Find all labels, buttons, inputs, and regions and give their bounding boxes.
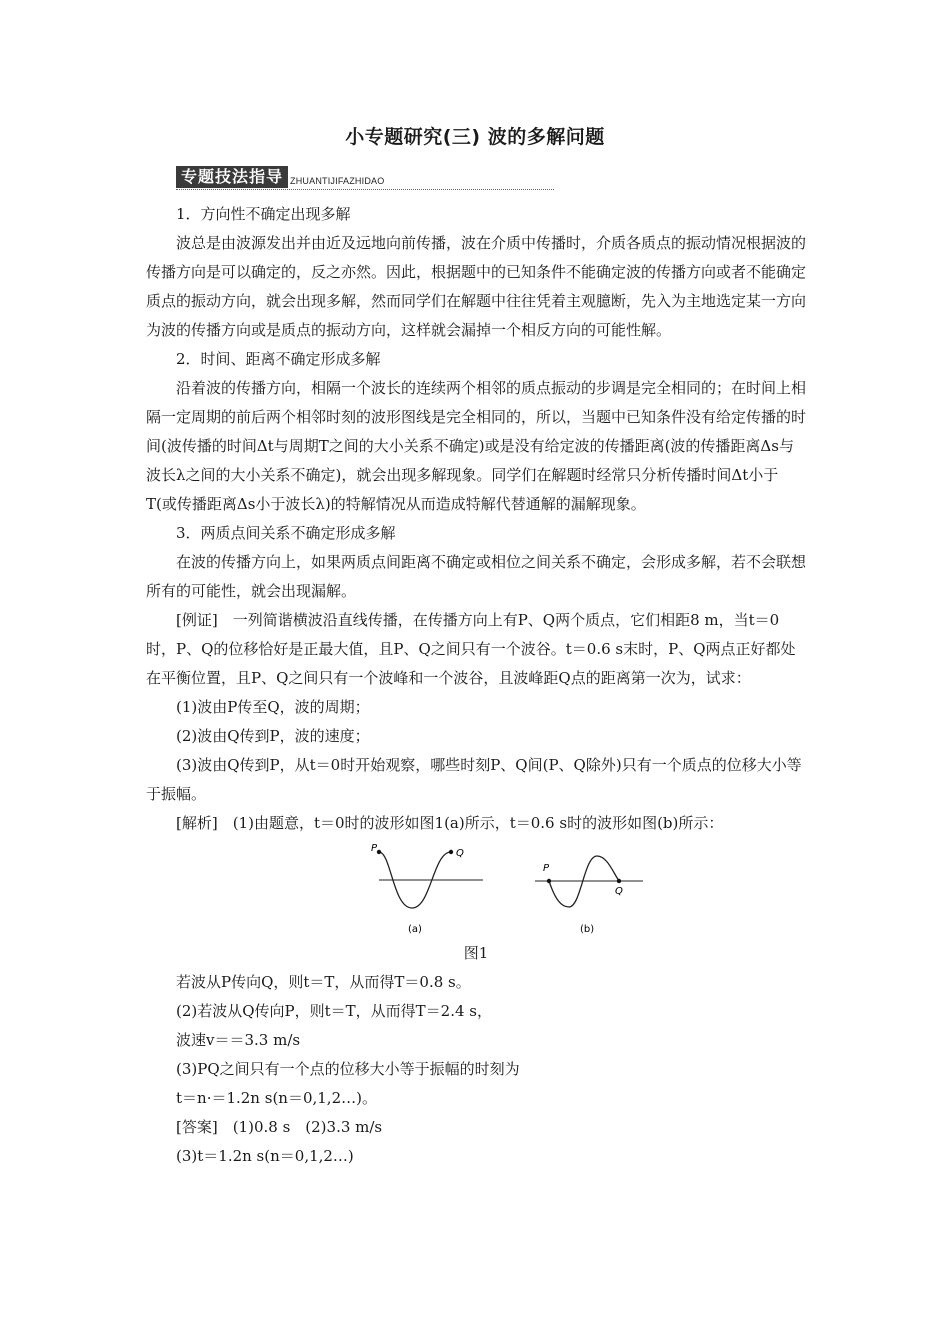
question-1: (1)波由P传至Q，波的周期； xyxy=(176,698,370,716)
analysis-intro: [解析] (1)由题意，t＝0时的波形如图1(a)所示，t＝0.6 s时的波形如图(b)所示： xyxy=(176,814,724,832)
wave-figure xyxy=(212,844,806,939)
wave-diagram-b xyxy=(529,844,647,939)
heading-3: 3．两质点间关系不确定形成多解 xyxy=(176,524,396,542)
banner-dotted-rule xyxy=(176,189,554,190)
solution-line-2: (2)若波从Q传向P，则t＝T，从而得T＝2.4 s， xyxy=(176,1002,492,1020)
solution-line-4: (3)PQ之间只有一个点的位移大小等于振幅的时刻为 xyxy=(176,1060,520,1078)
solution-line-3: 波速v＝＝3.3 m/s xyxy=(176,1031,301,1049)
body-text xyxy=(146,200,806,1171)
point-p-a xyxy=(377,850,381,854)
point-p-b xyxy=(547,879,551,883)
solution-line-1: 若波从P传向Q，则t＝T，从而得T＝0.8 s。 xyxy=(176,973,471,991)
banner-pinyin: ZHUANTIJIFAZHIDAO xyxy=(290,176,385,186)
paragraph-1: 波总是由波源发出并由近及远地向前传播，波在介质中传播时，介质各质点的振动情况根据波的传播方向是可以确定的，反之亦然。因此，根据题中的已知条件不能确定波的传播方向或者不能确定质点的振动方向，就会出现多解，然而同学们在解题中往往凭着主观臆断，先入为主地选定某一方向为波的传播方向或是质点的振动方向，这样就会漏掉一个相反方向的可能性解。 xyxy=(146,234,807,339)
label-p-b: P xyxy=(543,863,550,874)
question-3: (3)波由Q传到P，从t＝0时开始观察，哪些时刻P、Q间(P、Q除外)只有一个质点的位移大小等于振幅。 xyxy=(146,756,802,803)
example-statement: [例证] 一列简谐横波沿直线传播，在传播方向上有P、Q两个质点，它们相距8 m，当t＝0时，P、Q的位移恰好是正最大值，且P、Q之间只有一个波谷。t＝0.6 s末时，P、Q两点正好都处在平衡位置，且P、Q之间只有一个波峰和一个波谷，且波峰距Q点的距离第一次为，试求： xyxy=(146,611,796,687)
page-title: 小专题研究(三) 波的多解问题 xyxy=(345,126,605,148)
banner-label: 专题技法指导 xyxy=(176,166,288,188)
heading-1: 1．方向性不确定出现多解 xyxy=(176,205,351,223)
paragraph-2: 沿着波的传播方向，相隔一个波长的连续两个相邻的质点振动的步调是完全相同的；在时间上相隔一定周期的前后两个相邻时刻的波形图线是完全相同的，所以，当题中已知条件没有给定传播的时间(波传播的时间Δt与周期T之间的大小关系不确定)或是没有给定波的传播距离(波的传播距离Δs与波长λ之间的大小关系不确定)，就会出现多解现象。同学们在解题时经常只分析传播时间Δt小于T(或传播距离Δs小于波长λ)的特解情况从而造成特解代替通解的漏解现象。 xyxy=(146,379,807,513)
paragraph-3: 在波的传播方向上，如果两质点间距离不确定或相位之间关系不确定，会形成多解，若不会联想所有的可能性，就会出现漏解。 xyxy=(146,553,807,600)
point-q-a xyxy=(449,850,453,854)
question-2: (2)波由Q传到P，波的速度； xyxy=(176,727,370,745)
heading-2: 2．时间、距离不确定形成多解 xyxy=(176,350,381,368)
answer-line-2: (3)t＝1.2n s(n＝0,1,2…) xyxy=(176,1147,354,1165)
wave-diagram-a xyxy=(371,844,489,939)
label-q-b: Q xyxy=(615,886,623,897)
figure-caption: 图1 xyxy=(463,944,489,962)
label-q-a: Q xyxy=(456,848,464,859)
answer-line-1: [答案] (1)0.8 s (2)3.3 m/s xyxy=(176,1118,383,1136)
label-panel-b: (b) xyxy=(580,924,595,935)
solution-line-5: t＝n·＝1.2n s(n＝0,1,2…)。 xyxy=(176,1089,377,1107)
point-q-b xyxy=(617,879,621,883)
section-banner xyxy=(176,166,384,188)
label-p-a: P xyxy=(371,844,378,854)
label-panel-a: (a) xyxy=(408,924,422,935)
